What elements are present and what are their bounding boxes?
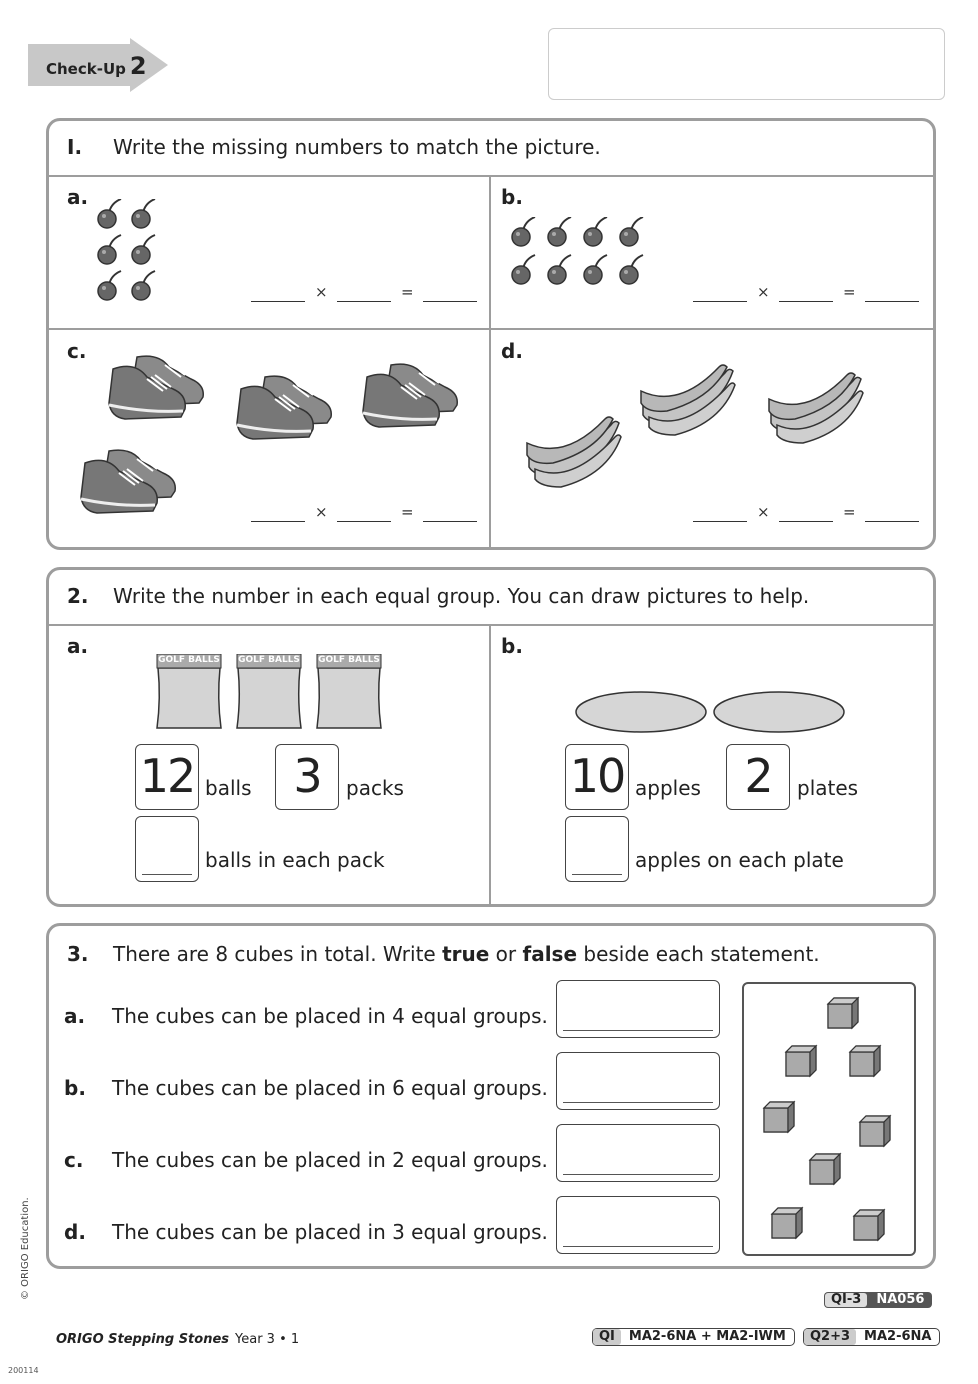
q1d-blank-1[interactable] bbox=[693, 521, 747, 522]
q1d-equation bbox=[693, 503, 919, 523]
q1a-blank-2[interactable] bbox=[337, 301, 391, 302]
balls-word: balls bbox=[205, 776, 252, 800]
q2-part-a-label: a. bbox=[67, 634, 89, 658]
cube bbox=[854, 1210, 884, 1240]
total-balls-box bbox=[135, 744, 199, 810]
question-1-header bbox=[49, 121, 933, 177]
apples-each-plate-word: apples on each plate bbox=[635, 848, 844, 872]
q1a-blank-3[interactable] bbox=[423, 301, 477, 302]
q1c-blank-1[interactable] bbox=[251, 521, 305, 522]
year-level: Year 3 • 1 bbox=[235, 1332, 300, 1347]
q1-part-d-label: d. bbox=[501, 339, 523, 363]
q1-part-b-label: b. bbox=[501, 185, 523, 209]
q1c-blank-3[interactable] bbox=[423, 521, 477, 522]
cube bbox=[810, 1154, 840, 1184]
equals-symbol: = bbox=[401, 503, 414, 521]
false-word: false bbox=[522, 942, 578, 966]
q1b-equation bbox=[693, 283, 919, 303]
balls-each-pack-word: balls in each pack bbox=[205, 848, 385, 872]
times-symbol: × bbox=[315, 503, 328, 521]
q1-part-a-label: a. bbox=[67, 185, 89, 209]
question-1-section bbox=[46, 118, 936, 550]
question-2-number: 2. bbox=[67, 584, 89, 608]
name-box[interactable] bbox=[548, 28, 945, 100]
q1d-blank-3[interactable] bbox=[865, 521, 919, 522]
question-3-prompt: There are 8 cubes in total. Write true or false beside each statement. bbox=[113, 942, 820, 966]
document-code: 200114 bbox=[8, 1366, 39, 1375]
question-3-number: 3. bbox=[67, 942, 89, 966]
plates-value: 2 bbox=[744, 749, 772, 803]
check-up-title bbox=[46, 52, 147, 80]
question-2-prompt: Write the number in each equal group. You can draw pictures to help. bbox=[113, 584, 810, 608]
q1c-equation bbox=[251, 503, 477, 523]
golf-balls-label: GOLF BALLS bbox=[158, 655, 220, 665]
question-1-number: I. bbox=[67, 135, 83, 159]
curriculum-code-1-label: QI bbox=[593, 1329, 621, 1345]
q1b-blank-2[interactable] bbox=[779, 301, 833, 302]
q1a-blank-1[interactable] bbox=[251, 301, 305, 302]
check-up-label: Check-Up bbox=[46, 60, 126, 78]
q1c-blank-2[interactable] bbox=[337, 521, 391, 522]
cubes-picture bbox=[744, 984, 914, 1254]
statement-d-label: d. bbox=[64, 1220, 86, 1244]
total-balls-value: 12 bbox=[139, 749, 195, 803]
code-badge-1-text: NA056 bbox=[876, 1292, 925, 1307]
question-2-header bbox=[49, 570, 933, 626]
cube bbox=[772, 1208, 802, 1238]
equals-symbol: = bbox=[401, 283, 414, 301]
true-word: true bbox=[442, 942, 490, 966]
copyright: © ORIGO Education. bbox=[20, 1197, 31, 1300]
q1-part-c-label: c. bbox=[67, 339, 87, 363]
times-symbol: × bbox=[315, 283, 328, 301]
statement-a-label: a. bbox=[64, 1004, 86, 1028]
equals-symbol: = bbox=[843, 503, 856, 521]
packs-value: 3 bbox=[293, 749, 321, 803]
shoes-picture-c bbox=[77, 351, 477, 521]
cubes-picture-box bbox=[742, 982, 916, 1256]
bananas-picture-d bbox=[521, 357, 901, 497]
times-symbol: × bbox=[757, 283, 770, 301]
question-1-prompt: Write the missing numbers to match the picture. bbox=[113, 135, 601, 159]
q1a-equation bbox=[251, 283, 477, 303]
statement-c-answer-box[interactable] bbox=[556, 1124, 720, 1182]
q2-part-b-label: b. bbox=[501, 634, 523, 658]
plates-picture bbox=[575, 690, 849, 736]
total-apples-box bbox=[565, 744, 629, 810]
golf-balls-label: GOLF BALLS bbox=[238, 655, 300, 665]
statement-b-text: The cubes can be placed in 6 equal groups. bbox=[112, 1076, 548, 1100]
balls-each-pack-answer-box[interactable] bbox=[135, 816, 199, 882]
check-up-number: 2 bbox=[129, 52, 147, 80]
cube bbox=[786, 1046, 816, 1076]
code-badge-1-label: QI-3 bbox=[825, 1293, 867, 1307]
apples-each-plate-answer-box[interactable] bbox=[565, 816, 629, 882]
curriculum-code-1 bbox=[592, 1328, 795, 1346]
q1b-blank-1[interactable] bbox=[693, 301, 747, 302]
statement-d-text: The cubes can be placed in 3 equal groups. bbox=[112, 1220, 548, 1244]
total-apples-value: 10 bbox=[569, 749, 625, 803]
question-2-section bbox=[46, 567, 936, 907]
apples-word: apples bbox=[635, 776, 701, 800]
statement-a-answer-box[interactable] bbox=[556, 980, 720, 1038]
curriculum-code-2-label: Q2+3 bbox=[804, 1329, 856, 1345]
curriculum-code-1-text: MA2-6NA + MA2-IWM bbox=[628, 1329, 786, 1344]
golf-ball-pack bbox=[315, 654, 383, 730]
q1d-blank-2[interactable] bbox=[779, 521, 833, 522]
golf-ball-pack bbox=[155, 654, 223, 730]
packs-word: packs bbox=[346, 776, 404, 800]
cherries-picture-a bbox=[97, 199, 169, 309]
statement-c-text: The cubes can be placed in 2 equal groups. bbox=[112, 1148, 548, 1172]
times-symbol: × bbox=[757, 503, 770, 521]
packs-box bbox=[275, 744, 339, 810]
statement-d-answer-box[interactable] bbox=[556, 1196, 720, 1254]
golf-ball-pack bbox=[235, 654, 303, 730]
golf-balls-label: GOLF BALLS bbox=[318, 655, 380, 665]
equals-symbol: = bbox=[843, 283, 856, 301]
q1b-blank-3[interactable] bbox=[865, 301, 919, 302]
footer-brand bbox=[56, 1332, 299, 1347]
statement-b-answer-box[interactable] bbox=[556, 1052, 720, 1110]
curriculum-code-2-text: MA2-6NA bbox=[864, 1329, 932, 1344]
plates-word: plates bbox=[797, 776, 859, 800]
statement-c-label: c. bbox=[64, 1148, 84, 1172]
cube bbox=[828, 998, 858, 1028]
code-badge-1 bbox=[824, 1292, 932, 1308]
cube bbox=[850, 1046, 880, 1076]
curriculum-code-2 bbox=[803, 1328, 940, 1346]
plates-box bbox=[726, 744, 790, 810]
cherries-picture-b bbox=[511, 217, 661, 293]
cube bbox=[764, 1102, 794, 1132]
cube bbox=[860, 1116, 890, 1146]
brand-name: ORIGO Stepping Stones bbox=[56, 1332, 230, 1347]
statement-a-text: The cubes can be placed in 4 equal groups. bbox=[112, 1004, 548, 1028]
statement-b-label: b. bbox=[64, 1076, 86, 1100]
